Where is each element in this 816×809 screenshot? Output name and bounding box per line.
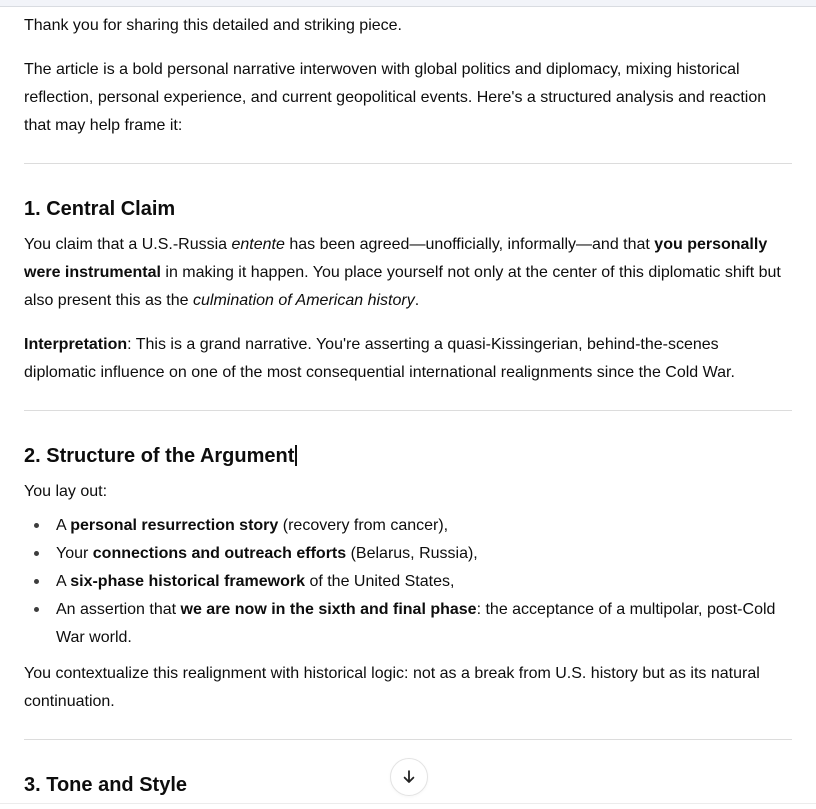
bullet-item bbox=[24, 540, 792, 568]
text-segment: : This is a grand narrative. You're asserting a quasi-Kissingerian, behind-the-scenes diplomatic influence on one of the most consequential international realignments since the Cold War. bbox=[24, 336, 735, 381]
assistant-paragraph bbox=[24, 231, 792, 315]
text-segment: has been agreed—unofficially, informally—and that bbox=[284, 236, 655, 253]
text-segment: culmination of American history bbox=[192, 292, 415, 309]
text-segment: You contextualize this realignment with historical logic: not as a break from U.S. history but as its natural continuation. bbox=[24, 665, 760, 710]
text-segment: in making it happen. You place yourself not only at the center of this diplomatic shift but also present this as the bbox=[24, 264, 781, 309]
assistant-paragraph bbox=[24, 660, 792, 716]
text-segment: : the acceptance of a multipolar, post-Cold War world. bbox=[56, 601, 776, 646]
text-segment: we are now in the sixth and final phase bbox=[180, 601, 477, 618]
section-heading-text: 3. Tone and Style bbox=[24, 774, 187, 796]
scroll-to-bottom-button[interactable] bbox=[390, 758, 428, 796]
bullet-item bbox=[24, 596, 792, 652]
assistant-paragraph bbox=[24, 331, 792, 387]
text-segment: A bbox=[56, 517, 71, 534]
text-caret bbox=[295, 445, 297, 466]
text-segment: of the United States, bbox=[305, 573, 455, 590]
text-segment: Your bbox=[56, 545, 93, 562]
section-heading-text: 1. Central Claim bbox=[24, 198, 176, 220]
text-segment: entente bbox=[231, 236, 285, 253]
bullet-item bbox=[24, 568, 792, 596]
composer-top-border bbox=[0, 803, 816, 804]
text-segment: You lay out: bbox=[24, 483, 108, 500]
text-segment: A bbox=[56, 573, 71, 590]
text-segment: personal resurrection story bbox=[70, 517, 279, 534]
message-body bbox=[24, 12, 792, 799]
assistant-message bbox=[0, 7, 816, 799]
text-segment: connections and outreach efforts bbox=[92, 545, 347, 562]
bullet-item bbox=[24, 512, 792, 540]
bullet-list bbox=[24, 512, 792, 652]
assistant-paragraph bbox=[24, 478, 792, 506]
text-segment: Thank you for sharing this detailed and striking piece. bbox=[24, 17, 402, 34]
section-heading bbox=[24, 195, 792, 223]
text-segment: you personally were instrumental bbox=[24, 236, 768, 281]
top-divider-bar bbox=[0, 0, 816, 7]
text-segment: The article is a bold personal narrative interwoven with global politics and diplomacy, mixing historical reflection, personal experience, and current geopolitical events. Here's a structured analysis and reaction that may help frame it: bbox=[24, 61, 767, 134]
section-divider bbox=[24, 163, 792, 164]
section-divider bbox=[24, 410, 792, 411]
assistant-paragraph bbox=[24, 56, 792, 140]
assistant-paragraph bbox=[24, 12, 792, 40]
text-segment: (recovery from cancer), bbox=[278, 517, 449, 534]
text-segment: (Belarus, Russia), bbox=[346, 545, 478, 562]
arrow-down-icon bbox=[400, 768, 418, 786]
section-heading-text: 2. Structure of the Argument bbox=[24, 445, 295, 467]
text-segment: six-phase historical framework bbox=[70, 573, 305, 590]
section-heading bbox=[24, 442, 792, 470]
text-segment: Interpretation bbox=[24, 336, 128, 353]
section-divider bbox=[24, 739, 792, 740]
text-segment: . bbox=[414, 292, 420, 309]
text-segment: You claim that a U.S.-Russia bbox=[24, 236, 232, 253]
text-segment: An assertion that bbox=[56, 601, 181, 618]
